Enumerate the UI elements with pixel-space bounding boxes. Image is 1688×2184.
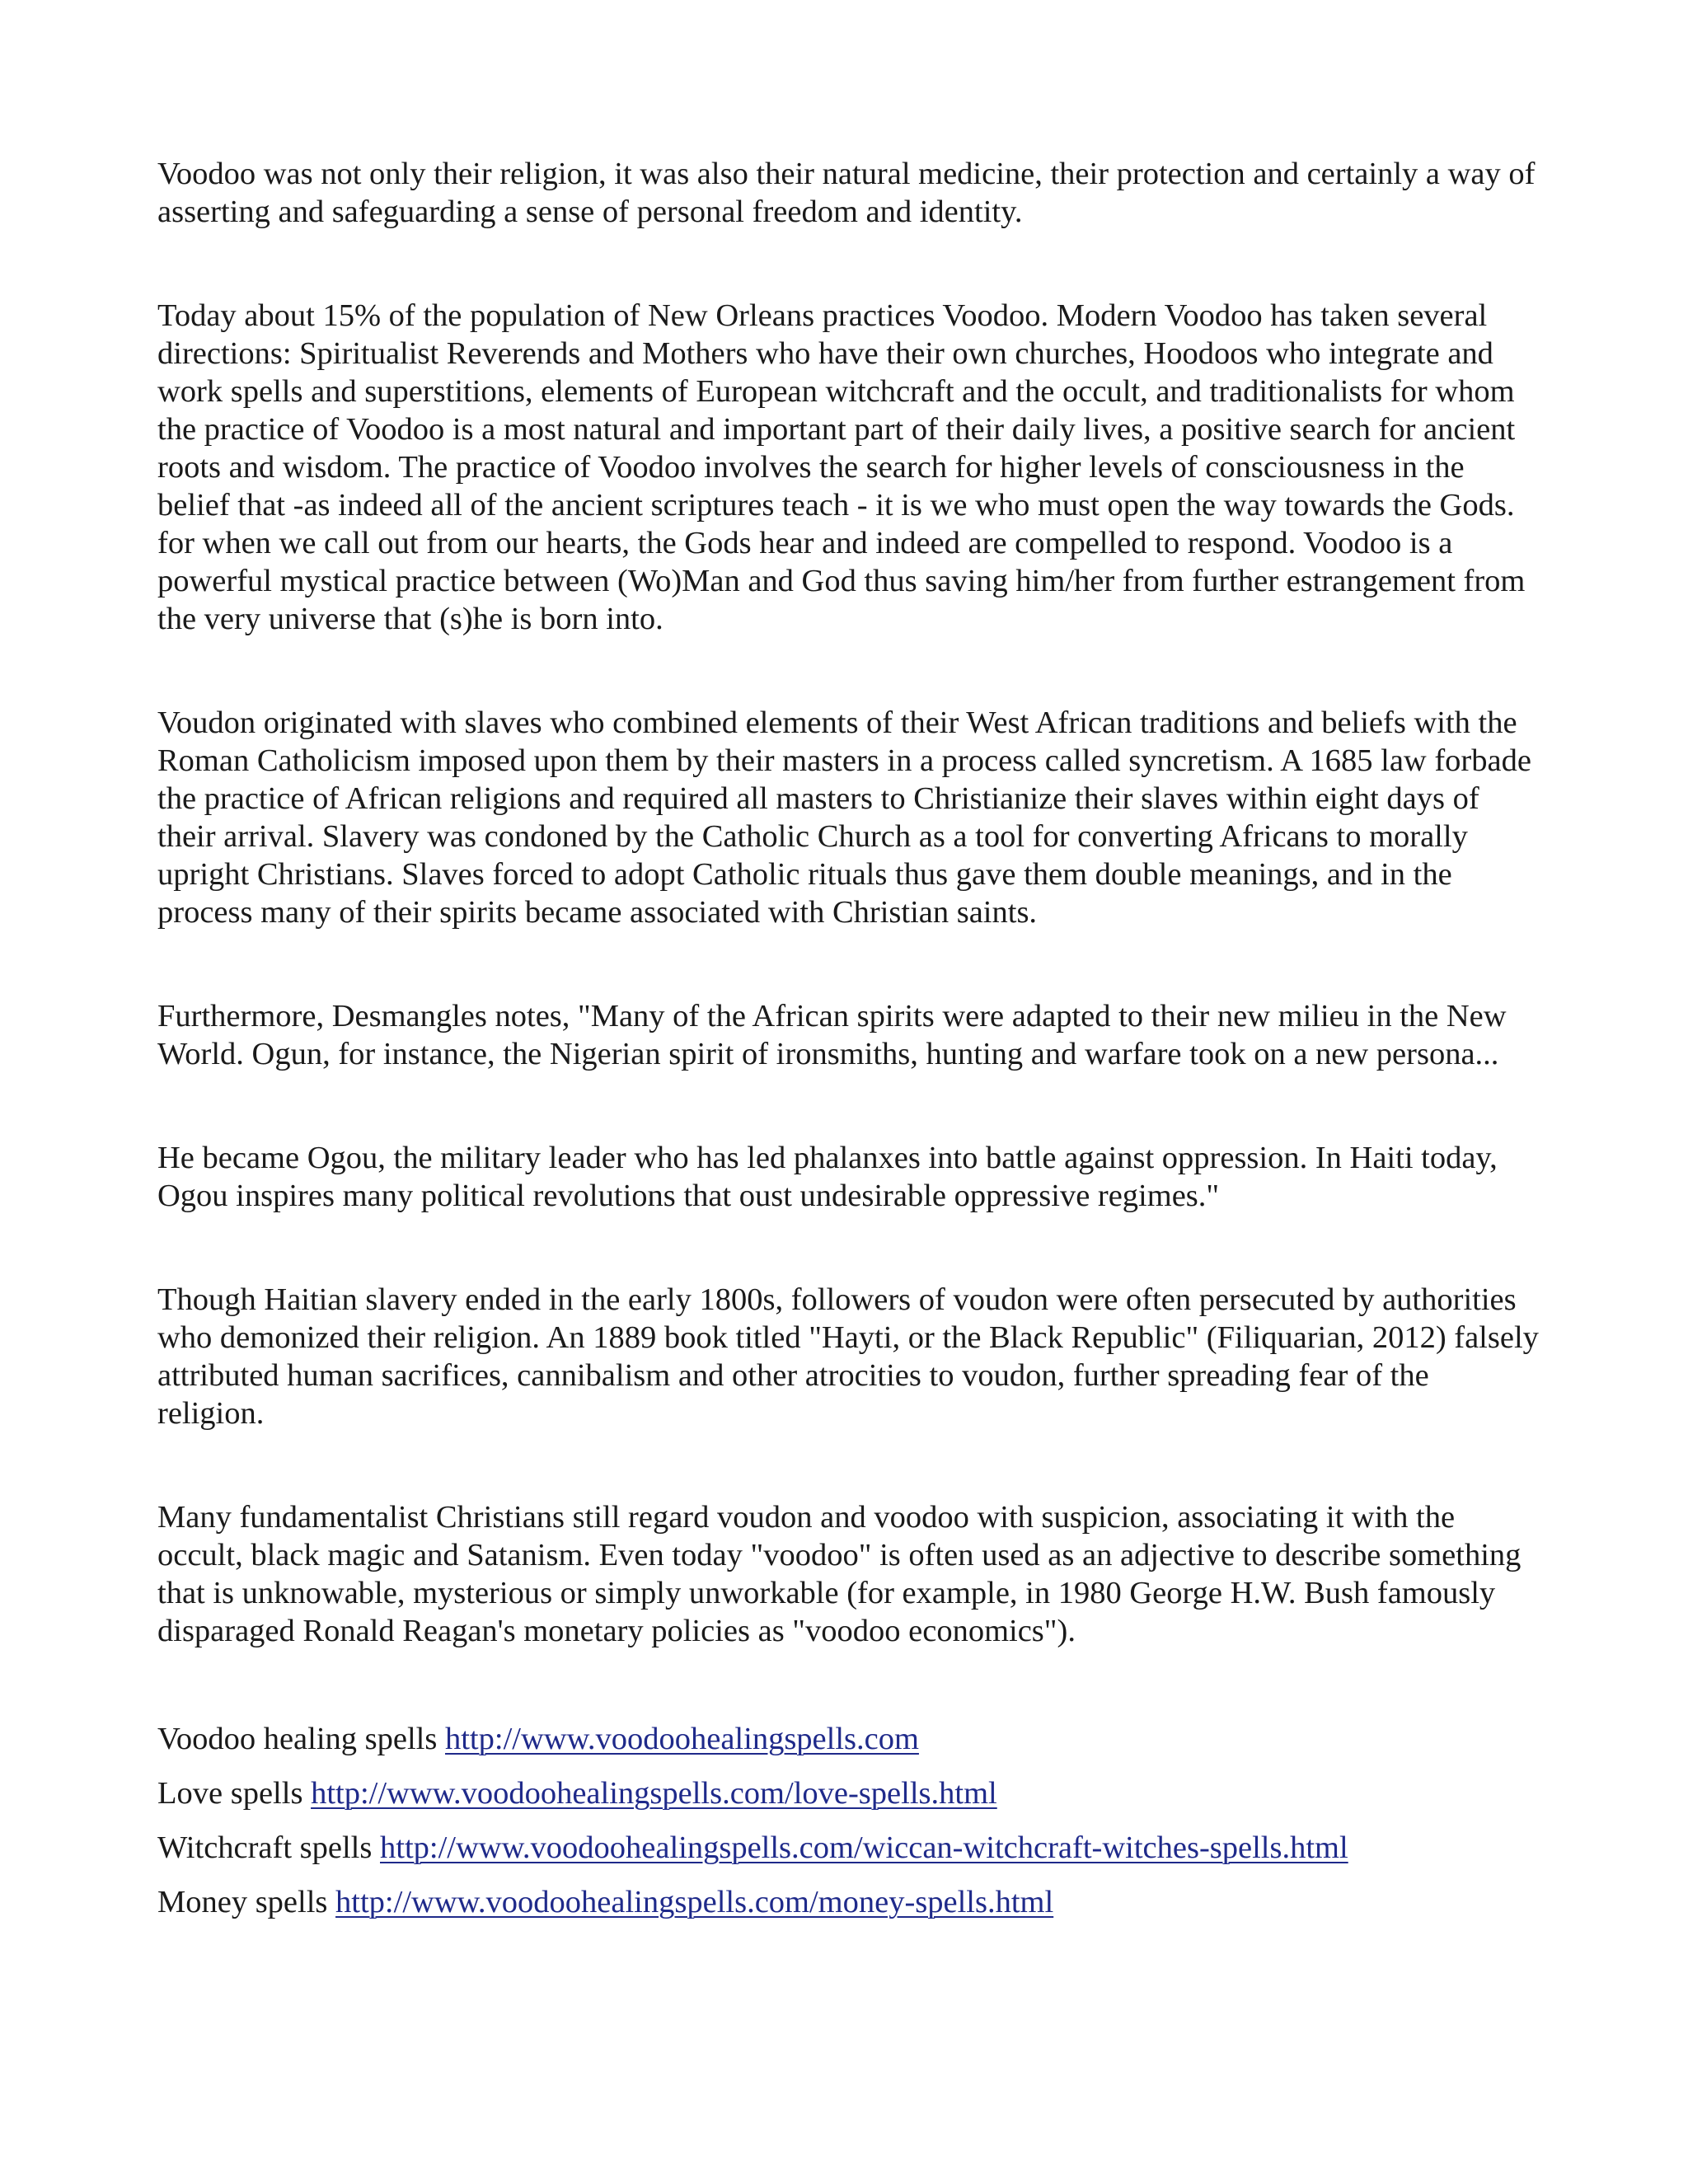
link-label: Love spells [157,1776,303,1811]
paragraph-haitian-persecution: Though Haitian slavery ended in the early 1800s, followers of voudon were often persecuted by authorities who demonized their religion. An 1889 book titled "Hayti, or the Black Republic" (Filiquarian, 2012) falsely attributed human sacrifices, cannibalism and other atrocities to voudon, further spreading fear of the religion. [157,1282,1539,1431]
paragraph-desmangles-quote: Furthermore, Desmangles notes, "Many of the African spirits were adapted to their new milieu in the New World. Ogun, for instance, the Nigerian spirit of ironsmiths, hunting and warfare took on a new persona... [157,999,1507,1071]
witchcraft-spells-link[interactable]: http://www.voodoohealingspells.com/wiccan-witchcraft-witches-spells.html [380,1830,1348,1865]
love-spells-link[interactable]: http://www.voodoohealingspells.com/love-spells.html [311,1776,997,1811]
link-row-money [157,1883,1542,1921]
link-label: Voodoo healing spells [157,1722,438,1756]
money-spells-link[interactable]: http://www.voodoohealingspells.com/money-spells.html [335,1885,1054,1919]
link-row-healing [157,1720,1542,1758]
paragraph-voodoo-religion: Voodoo was not only their religion, it was also their natural medicine, their protection and certainly a way of asserting and safeguarding a sense of personal freedom and identity. [157,157,1536,229]
link-row-witchcraft [157,1829,1542,1867]
paragraph-voudon-origins: Voudon originated with slaves who combined elements of their West African traditions and beliefs with the Roman Catholicism imposed upon them by their masters in a process called syncretism. A 1685 law forbade the practice of African religions and required all masters to Christianize their slaves within eight days of their arrival. Slavery was condoned by the Catholic Church as a tool for converting Africans to morally upright Christians. Slaves forced to adopt Catholic rituals thus gave them double meanings, and in the process many of their spirits became associated with Christian saints. [157,705,1531,930]
paragraph-new-orleans-voodoo: Today about 15% of the population of New Orleans practices Voodoo. Modern Voodoo has taken several directions: Spiritualist Reverends and Mothers who have their own churches, Hoodoos who integrate and work spells and superstitions, elements of European witchcraft and the occult, and traditionalists for whom the practice of Voodoo is a most natural and important part of their daily lives, a positive search for ancient roots and wisdom. The practice of Voodoo involves the search for higher levels of consciousness in the belief that -as indeed all of the ancient scriptures teach - it is we who must open the way towards the Gods. for when we call out from our hearts, the Gods hear and indeed are compelled to respond. Voodoo is a powerful mystical practice between (Wo)Man and God thus saving him/her from further estrangement from the very universe that (s)he is born into. [157,298,1526,636]
link-row-love [157,1774,1542,1812]
paragraph-fundamentalist-suspicion: Many fundamentalist Christians still regard voudon and voodoo with suspicion, associating it with the occult, black magic and Satanism. Even today "voodoo" is often used as an adjective to describe something that is unknowable, mysterious or simply unworkable (for example, in 1980 George H.W. Bush famously disparaged Ronald Reagan's monetary policies as "voodoo economics"). [157,1500,1522,1648]
document-body [157,155,1542,1938]
link-label: Witchcraft spells [157,1830,373,1865]
paragraph-ogou: He became Ogou, the military leader who has led phalanxes into battle against oppression. In Haiti today, Ogou inspires many political revolutions that oust undesirable oppressive regimes." [157,1141,1498,1213]
link-label: Money spells [157,1885,328,1919]
healing-spells-link[interactable]: http://www.voodoohealingspells.com [444,1722,919,1756]
